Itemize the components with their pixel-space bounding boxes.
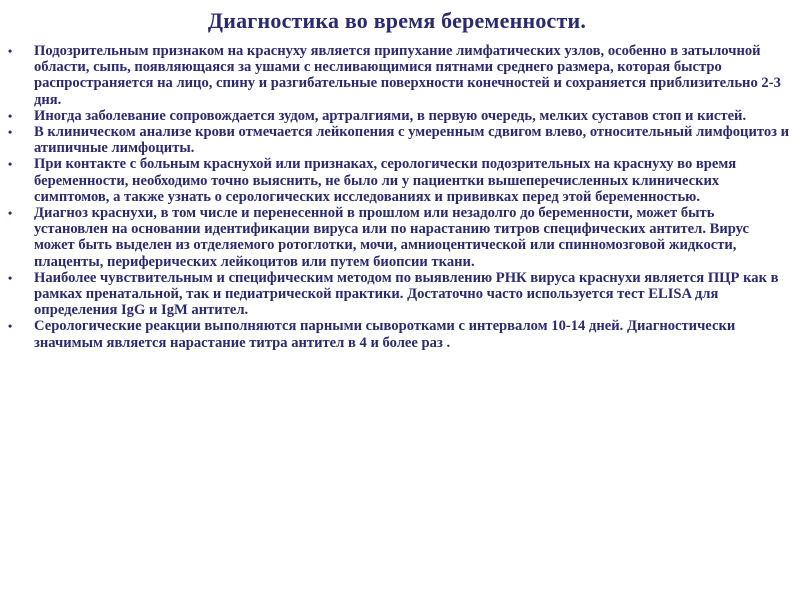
bullet-dot-icon: •: [8, 206, 13, 221]
bullet-item: [8, 43, 790, 108]
bullet-item: [8, 318, 790, 350]
bullet-text: Наиболее чувствительным и специфическим методом по выявлению РНК вируса краснухи является ПЦР как в рамках пренатальной, так и педиатрической практики. Достаточно часто используется тест ELISA для определения IgG и IgM антител.: [34, 269, 779, 319]
bullet-item: [8, 270, 790, 319]
bullet-text: Подозрительным признаком на краснуху является припухание лимфатических узлов, особенно в затылочной области, сыпь, появляющаяся за ушами с несливающимися пятнами среднего размера, которая быстро распространяется на лицо, спину и разгибательные поверхности конечностей и сохраняется приблизительно 2-3 дня.: [34, 43, 781, 108]
bullet-dot-icon: •: [8, 108, 13, 123]
bullet-text: Серологические реакции выполняются парными сыворотками с интервалом 10-14 дней. Диагностически значимым является нарастание титра антител в 4 и более раз .: [34, 318, 736, 351]
bullet-dot-icon: •: [8, 319, 13, 334]
bullet-text: При контакте с больным краснухой или признаках, серологически подозрительных на краснуху во время беременности, необходимо точно выяснить, не было ли у пациентки вышеперечисленных клинических симптомов, а также узнать о серологических исследованиях и прививках перед этой беременностью.: [34, 156, 737, 205]
bullet-text: В клиническом анализе крови отмечается лейкопения с умеренным сдвигом влево, относительный лимфоцитоз и атипичные лимфоциты.: [34, 124, 790, 157]
bullet-dot-icon: •: [8, 125, 13, 140]
bullet-text: Диагноз краснухи, в том числе и перенесенной в прошлом или незадолго до беременности, может быть установлен на основании идентификации вируса или по нарастанию титров специфических антител. Вирус может быть выделен из отделяемого ротоглотки, мочи, амниоцентической или спинномозговой жидкости, плаценты, периферических лейкоцитов или путем биопсии ткани.: [34, 205, 750, 270]
bullet-item: [8, 205, 790, 270]
bullet-item: [8, 108, 790, 124]
bullet-text: Иногда заболевание сопровождается зудом, артралгиями, в первую очередь, мелких суставов стоп и кистей.: [34, 107, 747, 124]
bullet-dot-icon: •: [8, 44, 13, 58]
bullet-dot-icon: •: [8, 157, 13, 172]
bullet-dot-icon: •: [8, 270, 13, 285]
bullet-list: [8, 43, 790, 351]
bullet-item: [8, 124, 790, 156]
slide-title: Диагностика во время беременности.: [207, 8, 587, 33]
bullet-item: [8, 156, 790, 205]
